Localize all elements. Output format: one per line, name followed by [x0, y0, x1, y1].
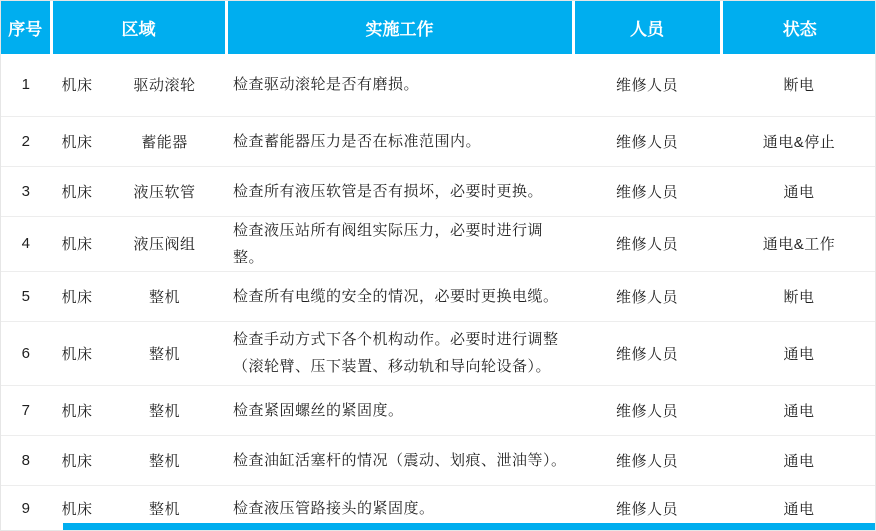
task-cell: 检查液压管路接头的紧固度。 — [233, 499, 435, 517]
status-cell: 断电 — [783, 77, 815, 95]
status-cell: 通电 — [783, 345, 815, 363]
part-cell: 整机 — [148, 288, 180, 306]
area-cell: 机床 — [61, 183, 93, 201]
task-cell: 检查所有电缆的安全的情况，必要时更换电缆。 — [233, 287, 559, 305]
task-cell: 检查蓄能器压力是否在标准范围内。 — [233, 132, 482, 150]
status-cell: 通电 — [783, 402, 815, 420]
table-row — [1, 385, 876, 435]
table-body — [1, 54, 876, 531]
row-number-cell: 9 — [21, 499, 31, 517]
col-header-no: 序号 — [1, 1, 51, 54]
table-row — [1, 166, 876, 216]
status-cell: 通电 — [783, 500, 815, 518]
part-cell: 蓄能器 — [141, 133, 188, 151]
person-cell: 维修人员 — [615, 345, 678, 363]
table-row — [1, 435, 876, 485]
col-header-task: 实施工作 — [226, 1, 573, 54]
row-number-cell: 5 — [21, 287, 31, 305]
row-number-cell: 6 — [21, 344, 31, 362]
table-row — [1, 271, 876, 321]
row-number-cell: 3 — [21, 182, 31, 200]
table-row — [1, 216, 876, 271]
task-cell: 检查油缸活塞杆的情况（震动、划痕、泄油等）。 — [233, 451, 567, 469]
status-cell: 通电&工作 — [762, 236, 836, 253]
task-cell: 检查驱动滚轮是否有磨损。 — [233, 76, 420, 94]
part-cell: 液压软管 — [133, 183, 196, 201]
part-cell: 液压阀组 — [133, 236, 196, 253]
area-cell: 机床 — [61, 345, 93, 363]
task-cell: 检查紧固螺丝的紧固度。 — [233, 401, 404, 419]
status-cell: 通电 — [783, 452, 815, 470]
table-header — [1, 1, 876, 54]
table-row — [1, 54, 876, 116]
person-cell: 维修人员 — [615, 133, 678, 151]
part-cell: 整机 — [148, 500, 180, 518]
person-cell: 维修人员 — [615, 77, 678, 95]
col-header-area: 区域 — [51, 1, 226, 54]
row-number-cell: 2 — [21, 132, 31, 150]
person-cell: 维修人员 — [615, 452, 678, 470]
part-cell: 整机 — [148, 402, 180, 420]
part-cell: 驱动滚轮 — [133, 77, 196, 95]
area-cell: 机床 — [61, 452, 93, 470]
part-cell: 整机 — [148, 452, 180, 470]
status-cell: 通电&停止 — [762, 133, 836, 151]
person-cell: 维修人员 — [615, 500, 678, 518]
status-cell: 断电 — [783, 288, 815, 306]
task-cell: 检查所有液压软管是否有损坏，必要时更换。 — [233, 182, 544, 200]
area-cell: 机床 — [61, 500, 93, 518]
row-number-cell: 1 — [21, 76, 31, 94]
person-cell: 维修人员 — [615, 236, 678, 253]
part-cell: 整机 — [148, 345, 180, 363]
next-section-header-edge — [63, 523, 875, 530]
area-cell: 机床 — [61, 77, 93, 95]
area-cell: 机床 — [61, 236, 93, 253]
area-cell: 机床 — [61, 133, 93, 151]
status-cell: 通电 — [783, 183, 815, 201]
person-cell: 维修人员 — [615, 402, 678, 420]
row-number-cell: 8 — [21, 451, 31, 469]
person-cell: 维修人员 — [615, 288, 678, 306]
person-cell: 维修人员 — [615, 183, 678, 201]
maintenance-table — [1, 1, 876, 531]
col-header-status: 状态 — [721, 1, 876, 54]
header-row — [1, 1, 876, 54]
area-cell: 机床 — [61, 288, 93, 306]
task-cell: 检查手动方式下各个机构动作。必要时进行调整（滚轮臂、压下装置、移动轨和导向轮设备）。 — [233, 331, 559, 375]
col-header-person: 人员 — [573, 1, 721, 54]
row-number-cell: 4 — [21, 235, 31, 252]
table-row — [1, 321, 876, 385]
task-cell: 检查液压站所有阀组实际压力，必要时进行调整。 — [233, 221, 544, 266]
row-number-cell: 7 — [21, 401, 31, 419]
area-cell: 机床 — [61, 402, 93, 420]
table-row — [1, 116, 876, 166]
